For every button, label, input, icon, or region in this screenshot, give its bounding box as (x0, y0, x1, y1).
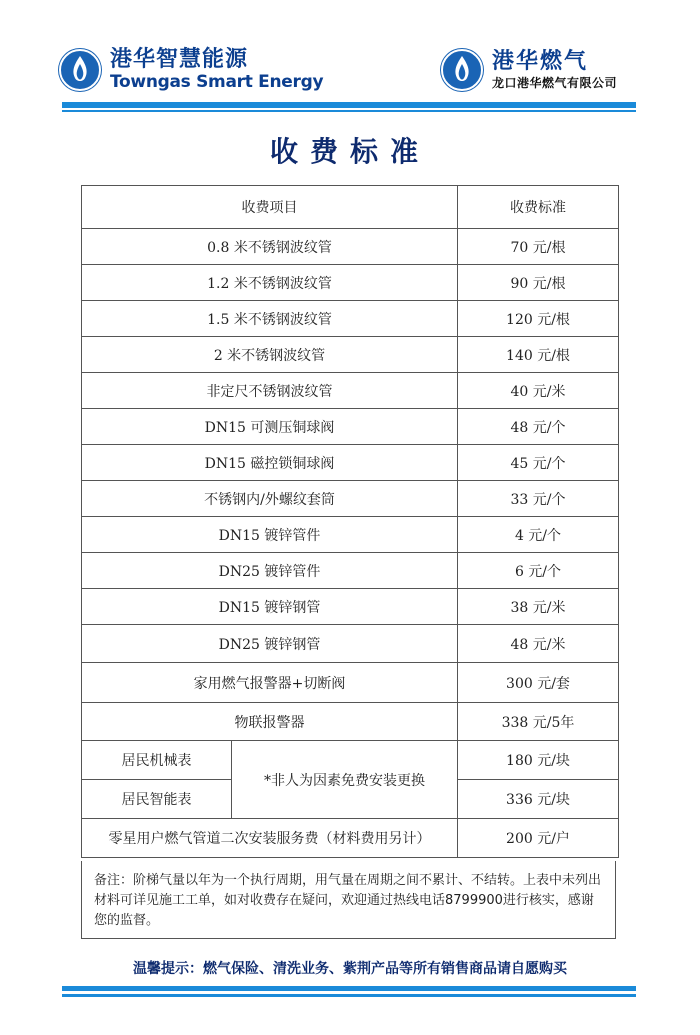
fee-price: 90 元/根 (458, 265, 619, 301)
table-row (82, 373, 619, 409)
table-row (82, 301, 619, 337)
company-name: 龙口港华燃气有限公司 (492, 76, 618, 90)
col-header-item: 收费项目 (82, 186, 458, 229)
fee-price: 45 元/个 (458, 445, 619, 481)
fee-item: 1.5 米不锈钢波纹管 (82, 301, 458, 337)
fee-item: 不锈钢内/外螺纹套筒 (82, 481, 458, 517)
header (0, 0, 700, 110)
fee-item: 0.8 米不锈钢波纹管 (82, 229, 458, 265)
fee-price: 4 元/个 (458, 517, 619, 553)
fee-price: 120 元/根 (458, 301, 619, 337)
fee-price: 40 元/米 (458, 373, 619, 409)
service-fee-item: 零星用户燃气管道二次安装服务费（材料费用另计） (82, 819, 458, 858)
fee-price: 48 元/个 (458, 409, 619, 445)
table-row (82, 553, 619, 589)
table-header-row (82, 186, 619, 229)
fee-price: 70 元/根 (458, 229, 619, 265)
fee-item: 2 米不锈钢波纹管 (82, 337, 458, 373)
page-title: 收费标准 (269, 135, 430, 168)
towngas-logo (440, 48, 617, 92)
fee-price: 300 元/套 (458, 663, 619, 703)
table-row (82, 625, 619, 663)
fee-item: DN25 镀锌管件 (82, 553, 458, 589)
table-row (82, 265, 619, 301)
fee-price: 180 元/块 (458, 741, 619, 780)
table-row (82, 741, 619, 780)
table-row (82, 589, 619, 625)
fee-item: 物联报警器 (82, 703, 458, 741)
warm-tip: 温馨提示：燃气保险、清洗业务、紫荆产品等所有销售商品请自愿购买 (133, 961, 567, 977)
fee-price: 338 元/5年 (458, 703, 619, 741)
top-divider (62, 102, 636, 108)
fee-price: 48 元/米 (458, 625, 619, 663)
fee-item: DN15 可测压铜球阀 (82, 409, 458, 445)
meter-type: 居民智能表 (82, 780, 232, 819)
flame-icon (440, 48, 484, 92)
fee-item: DN15 磁控锁铜球阀 (82, 445, 458, 481)
table-row (82, 445, 619, 481)
fee-price: 38 元/米 (458, 589, 619, 625)
table-row (82, 819, 619, 858)
fee-item: 家用燃气报警器+切断阀 (82, 663, 458, 703)
table-row (82, 517, 619, 553)
flame-icon (58, 48, 102, 92)
meter-type: 居民机械表 (82, 741, 232, 780)
fee-price: 140 元/根 (458, 337, 619, 373)
fee-item: DN25 镀锌钢管 (82, 625, 458, 663)
fee-price: 200 元/户 (458, 819, 619, 858)
top-divider-thin (62, 110, 636, 112)
right-brand-cn: 港华燃气 (492, 49, 589, 74)
table-row (82, 409, 619, 445)
fee-table (81, 185, 619, 858)
table-row (82, 703, 619, 741)
table-row (82, 481, 619, 517)
fee-item: DN15 镀锌管件 (82, 517, 458, 553)
fee-price: 336 元/块 (458, 780, 619, 819)
table-row (82, 663, 619, 703)
col-header-price: 收费标准 (458, 186, 619, 229)
meter-note: *非人为因素免费安装更换 (232, 741, 458, 819)
bottom-divider (62, 986, 636, 991)
fee-price: 6 元/个 (458, 553, 619, 589)
table-row (82, 337, 619, 373)
left-brand-en: Towngas Smart Energy (110, 72, 324, 92)
remarks: 备注：阶梯气量以年为一个执行周期，用气量在周期之间不累计、不结转。上表中未列出材料可详见施工工单，如对收费存在疑问，欢迎通过热线电话8799900进行核实，感谢您的监督。 (81, 861, 616, 939)
left-brand-cn: 港华智慧能源 (110, 47, 249, 72)
fee-item: 1.2 米不锈钢波纹管 (82, 265, 458, 301)
fee-item: DN15 镀锌钢管 (82, 589, 458, 625)
fee-item: 非定尺不锈钢波纹管 (82, 373, 458, 409)
bottom-divider-thin (62, 994, 636, 997)
table-row (82, 229, 619, 265)
fee-price: 33 元/个 (458, 481, 619, 517)
towngas-smart-energy-logo (58, 48, 323, 92)
